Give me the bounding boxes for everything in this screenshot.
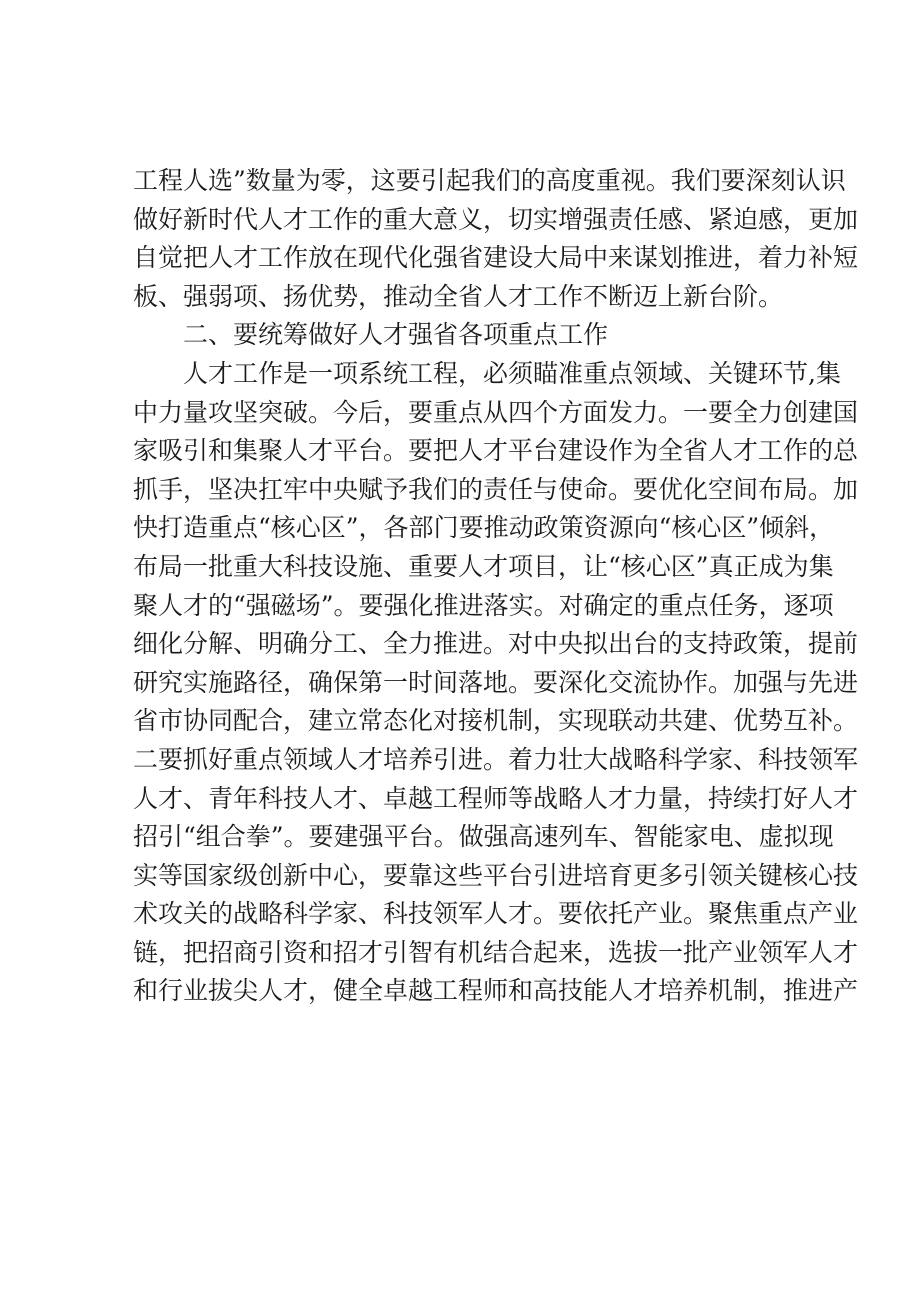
paragraph-line: 自觉把人才工作放在现代化强省建设大局中来谋划推进，着力补短 — [133, 243, 859, 273]
paragraph-line: 布局一批重大科技设施、重要人才项目，让“核心区”真正成为集 — [133, 551, 834, 581]
paragraph-line: 板、强弱项、扬优势，推动全省人才工作不断迈上新台阶。 — [133, 281, 784, 311]
paragraph-line: 人才、青年科技人才、卓越工程师等战略人才力量，持续打好人才 — [133, 783, 859, 813]
paragraph-line: 抓手，坚决扛牢中央赋予我们的责任与使命。要优化空间布局。加 — [133, 474, 859, 504]
paragraph-line: 聚人才的“强磁场”。要强化推进落实。对确定的重点任务，逐项 — [133, 590, 834, 620]
paragraph-line: 做好新时代人才工作的重大意义，切实增强责任感、紧迫感，更加 — [133, 204, 859, 234]
paragraph-line: 人才工作是一项系统工程，必须瞄准重点领域、关键环节,集 — [183, 358, 841, 388]
body-text — [133, 162, 859, 1011]
paragraph-line: 快打造重点“核心区”，各部门要推动政策资源向“核心区”倾斜， — [133, 513, 835, 543]
section-heading: 二、要统筹做好人才强省各项重点工作 — [183, 320, 609, 350]
paragraph-line: 省市协同配合，建立常态化对接机制，实现联动共建、优势互补。 — [133, 706, 859, 736]
paragraph-line: 细化分解、明确分工、全力推进。对中央拟出台的支持政策，提前 — [133, 629, 859, 659]
paragraph-line: 家吸引和集聚人才平台。要把人才平台建设作为全省人才工作的总 — [133, 436, 859, 466]
paragraph-line: 链，把招商引资和招才引智有机结合起来，选拔一批产业领军人才 — [133, 937, 859, 967]
paragraph-line: 中力量攻坚突破。今后，要重点从四个方面发力。一要全力创建国 — [133, 397, 859, 427]
paragraph-line: 实等国家级创新中心，要靠这些平台引进培育更多引领关键核心技 — [133, 860, 859, 890]
paragraph-line: 二要抓好重点领域人才培养引进。着力壮大战略科学家、科技领军 — [133, 744, 859, 774]
paragraph-line: 工程人选”数量为零，这要引起我们的高度重视。我们要深刻认识 — [133, 166, 846, 195]
paragraph-line: 招引“组合拳”。要建强平台。做强高速列车、智能家电、虚拟现 — [133, 822, 834, 852]
paragraph-line: 和行业拔尖人才，健全卓越工程师和高技能人才培养机制，推进产 — [133, 976, 859, 1006]
paragraph-line: 研究实施路径，确保第一时间落地。要深化交流协作。加强与先进 — [133, 667, 859, 697]
paragraph-line: 术攻关的战略科学家、科技领军人才。要依托产业。聚焦重点产业 — [133, 899, 859, 929]
